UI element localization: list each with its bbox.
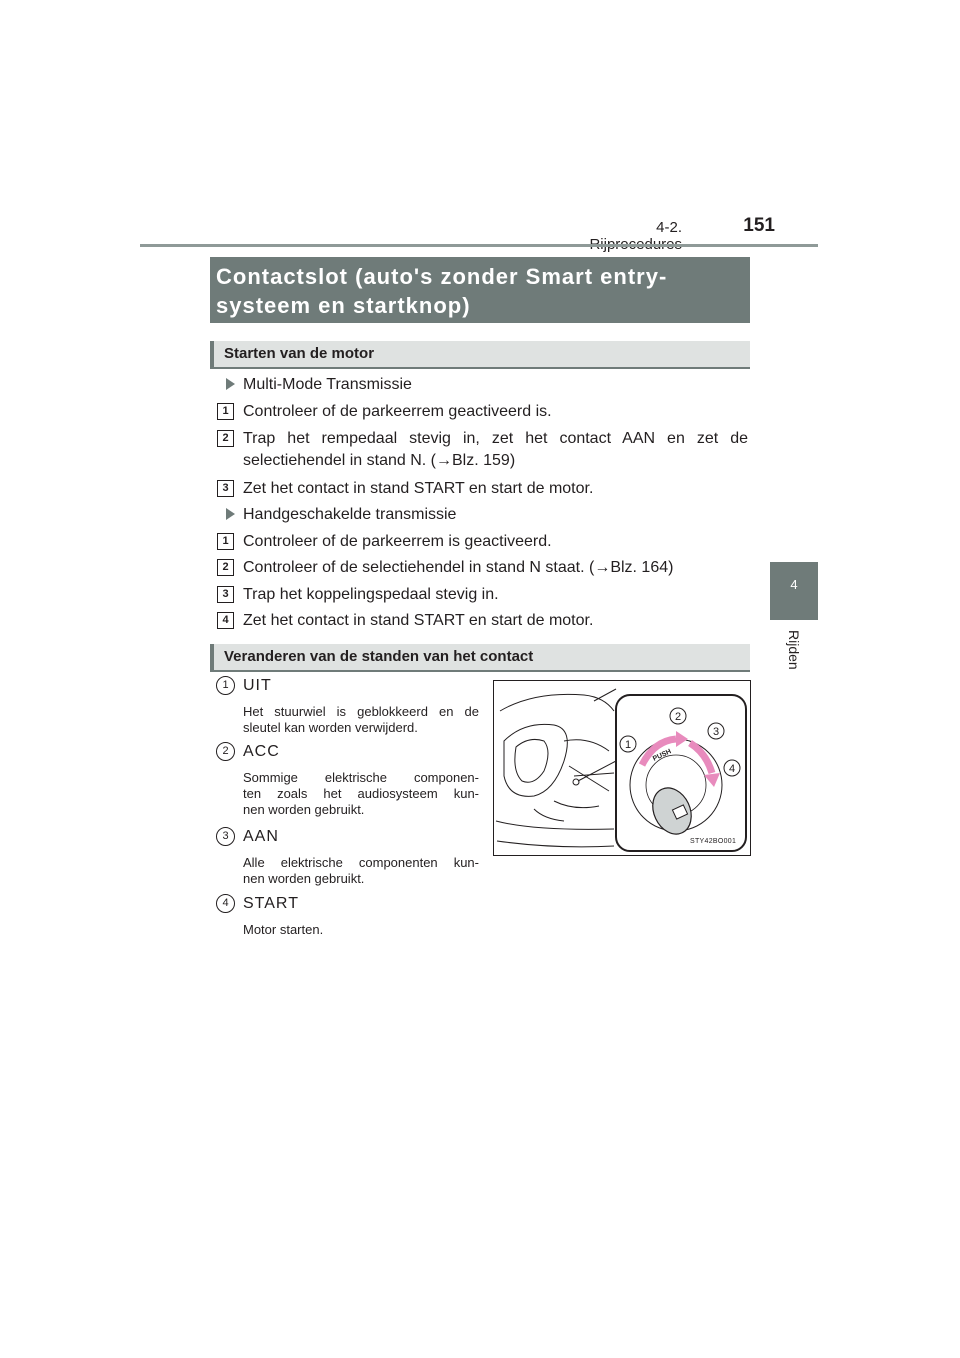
illustration-code: STY42BO001 <box>690 838 737 845</box>
step-text-continued: selectiehendel in stand N. (→Blz. 159) <box>243 452 516 469</box>
callout-label-2: 2 <box>674 711 682 723</box>
step-text: Zet het contact in stand START en start de motor. <box>243 612 594 629</box>
arrow-bullet-icon <box>226 508 235 520</box>
page-number: 151 <box>743 215 775 236</box>
section-reference: 4-2. <box>656 219 682 236</box>
position-description <box>243 704 479 736</box>
heading-accent-bar <box>210 644 214 670</box>
heading-accent-bar <box>210 341 214 367</box>
ignition-illustration <box>493 680 751 856</box>
page-title-line2: systeem en startknop) <box>216 293 471 318</box>
key-cylinder-small <box>573 779 579 785</box>
position-description <box>243 770 479 818</box>
callout-label-1: 1 <box>624 739 632 751</box>
push-label: PUSH <box>651 748 673 763</box>
step-text: Trap het rempedaal stevig in, zet het contact AAN en zet de <box>243 430 748 447</box>
position-title: START <box>243 895 299 912</box>
desc-line: Motor starten. <box>243 922 324 937</box>
position-description <box>243 855 479 887</box>
position-number: 3 <box>216 827 235 846</box>
desc-line: ten zoals het audiosysteem kun- <box>243 786 479 801</box>
step-number: 1 <box>217 403 234 420</box>
section-heading-positions <box>210 644 750 672</box>
position-number: 2 <box>216 742 235 761</box>
multimode-label <box>226 376 412 394</box>
step-text: Controleer of de selectiehendel in stand N staat. (→Blz. 164) <box>243 559 674 576</box>
step-text: Zet het contact in stand START en start de motor. <box>243 480 594 497</box>
step-text: Trap het koppelingspedaal stevig in. <box>243 586 499 603</box>
section-heading-text: Starten van de motor <box>224 345 375 362</box>
ignition-drawing <box>494 681 750 855</box>
steering-wheel-inner <box>515 739 548 782</box>
steering-wheel-outline <box>504 724 567 796</box>
step-number: 2 <box>217 430 234 447</box>
dashboard-outline <box>500 694 614 711</box>
step-number: 1 <box>217 533 234 550</box>
callout-label-4: 4 <box>728 763 736 775</box>
callout-label-3: 3 <box>712 726 720 738</box>
position-number: 4 <box>216 894 235 913</box>
arrow-bullet-icon <box>226 378 235 390</box>
chapter-label: Rijden <box>786 630 802 670</box>
step-text: Controleer of de parkeerrem is geactiveerd. <box>243 533 552 550</box>
desc-line: Het stuurwiel is geblokkeerd en de <box>243 704 479 719</box>
position-title: AAN <box>243 828 279 845</box>
step-number: 3 <box>217 480 234 497</box>
desc-line: nen worden gebruikt. <box>243 871 365 886</box>
section-heading-text: Veranderen van de standen van het contact <box>224 648 534 665</box>
chapter-number: 4 <box>790 577 798 592</box>
step-text: Controleer of de parkeerrem geactiveerd is. <box>243 403 552 420</box>
desc-line: nen worden gebruikt. <box>243 802 365 817</box>
header-divider <box>140 244 818 247</box>
page-title <box>216 262 744 320</box>
desc-line: Sommige elektrische componen- <box>243 770 479 785</box>
position-number: 1 <box>216 676 235 695</box>
manual-label-text: Handgeschakelde transmissie <box>243 506 457 523</box>
page-title-line1: Contactslot (auto's zonder Smart entry- <box>216 264 668 289</box>
multimode-label-text: Multi-Mode Transmissie <box>243 376 412 393</box>
step-number: 3 <box>217 586 234 603</box>
position-title: ACC <box>243 743 280 760</box>
step-number: 2 <box>217 559 234 576</box>
section-heading-starting <box>210 341 750 369</box>
desc-line: sleutel kan worden verwijderd. <box>243 720 418 735</box>
position-description <box>243 922 479 938</box>
desc-line: Alle elektrische componenten kun- <box>243 855 479 870</box>
manual-label <box>226 506 456 524</box>
position-title: UIT <box>243 677 272 694</box>
step-number: 4 <box>217 612 234 629</box>
